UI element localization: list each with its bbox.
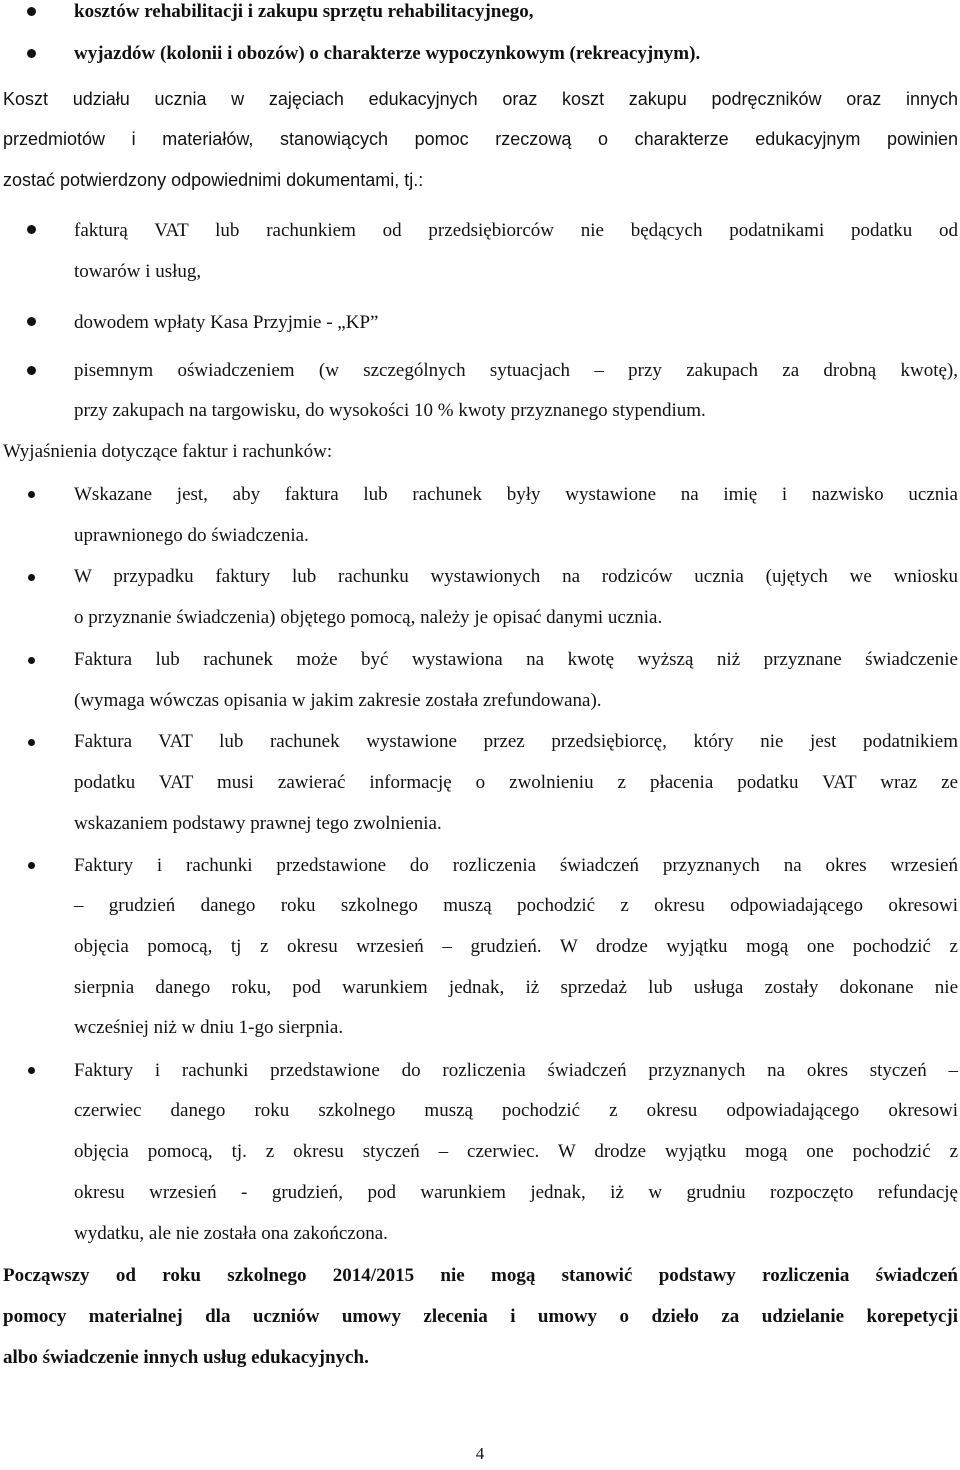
bullet-icon <box>27 317 36 326</box>
page-number: 4 <box>475 1444 485 1463</box>
bullet-icon <box>28 1067 35 1074</box>
intro-line: przedmiotów i materiałów, stanowiących pomoc rzeczową o charakterze edukacyjnym powinien <box>3 129 958 149</box>
explanations-item-line: – grudzień danego roku szkolnego muszą pochodzić z okresu odpowiadającego okresowi <box>74 895 958 916</box>
explanations-item-line: podatku VAT musi zawierać informację o zwolnieniu z płacenia podatku VAT wraz ze <box>74 772 958 793</box>
documents-item-line: towarów i usług, <box>74 261 202 282</box>
explanations-item-line: wskazaniem podstawy prawnej tego zwolnienia. <box>74 813 442 834</box>
explanations-item-line: Wskazane jest, aby faktura lub rachunek były wystawione na imię i nazwisko ucznia <box>74 484 958 505</box>
explanations-item-line: uprawnionego do świadczenia. <box>74 525 309 546</box>
bullet-icon <box>27 225 36 234</box>
bullet-icon <box>28 739 35 746</box>
documents-item-line: fakturą VAT lub rachunkiem od przedsiębiorców nie będących podatnikami podatku od <box>74 220 958 241</box>
bullet-icon <box>27 366 36 375</box>
intro-line: zostać potwierdzony odpowiednimi dokumentami, tj.: <box>3 170 424 190</box>
closing-line: albo świadczenie innych usług edukacyjnych. <box>3 1347 369 1368</box>
closing-line: pomocy materialnej dla uczniów umowy zlecenia i umowy o dzieło za udzielanie korepetycji <box>3 1306 958 1327</box>
explanations-item-line: Faktury i rachunki przedstawione do rozliczenia świadczeń przyznanych na okres styczeń – <box>74 1060 958 1081</box>
explanations-item-line: okresu wrzesień - grudzień, pod warunkiem jednak, iż w grudniu rozpoczęto refundację <box>74 1182 958 1203</box>
documents-item-line: przy zakupach na targowisku, do wysokości 10 % kwoty przyznanego stypendium. <box>74 400 706 421</box>
closing-line: Począwszy od roku szkolnego 2014/2015 nie mogą stanowić podstawy rozliczenia świadczeń <box>3 1265 958 1286</box>
explanations-item-line: sierpnia danego roku, pod warunkiem jednak, iż sprzedaż lub usługa zostały dokonane nie <box>74 977 958 998</box>
bullet-icon <box>27 7 36 16</box>
explanations-item-line: W przypadku faktury lub rachunku wystawionych na rodziców ucznia (ujętych we wniosku <box>74 566 958 587</box>
bullet-icon <box>28 657 35 664</box>
explanations-item-line: (wymaga wówczas opisania w jakim zakresie została zrefundowana). <box>74 690 602 711</box>
explanations-item-line: Faktury i rachunki przedstawione do rozliczenia świadczeń przyznanych na okres wrzesień <box>74 855 958 876</box>
explanations-item-line: wcześniej niż w dniu 1-go sierpnia. <box>74 1017 344 1038</box>
explanations-item-line: Faktura lub rachunek może być wystawiona na kwotę wyższą niż przyznane świadczenie <box>74 649 958 670</box>
explanations-item-line: objęcia pomocą, tj z okresu wrzesień – grudzień. W drodze wyjątku mogą one pochodzić z <box>74 936 958 957</box>
explanations-item-line: czerwiec danego roku szkolnego muszą pochodzić z okresu odpowiadającego okresowi <box>74 1100 958 1121</box>
documents-item-line: pisemnym oświadczeniem (w szczególnych sytuacjach – przy zakupach za drobną kwotę), <box>74 360 958 381</box>
intro-line: Koszt udziału ucznia w zajęciach edukacyjnych oraz koszt zakupu podręczników oraz innych <box>3 89 958 109</box>
top-list-item: kosztów rehabilitacji i zakupu sprzętu rehabilitacyjnego, <box>74 1 534 22</box>
explanations-item-line: o przyznanie świadczenia) objętego pomocą, należy je opisać danymi ucznia. <box>74 607 663 628</box>
bullet-icon <box>28 491 35 498</box>
bullet-icon <box>27 49 36 58</box>
top-list-item: wyjazdów (kolonii i obozów) o charakterze wypoczynkowym (rekreacyjnym). <box>74 43 701 64</box>
explanations-item-line: wydatku, ale nie została ona zakończona. <box>74 1223 388 1244</box>
documents-item-line: dowodem wpłaty Kasa Przyjmie - „KP” <box>74 312 379 333</box>
bullet-icon <box>28 862 35 869</box>
bullet-icon <box>28 574 35 581</box>
explanations-item-line: Faktura VAT lub rachunek wystawione przez przedsiębiorcę, który nie jest podatnikiem <box>74 731 958 752</box>
explanations-heading: Wyjaśnienia dotyczące faktur i rachunków: <box>3 441 333 462</box>
explanations-item-line: objęcia pomocą, tj. z okresu styczeń – czerwiec. W drodze wyjątku mogą one pochodzić z <box>74 1141 958 1162</box>
